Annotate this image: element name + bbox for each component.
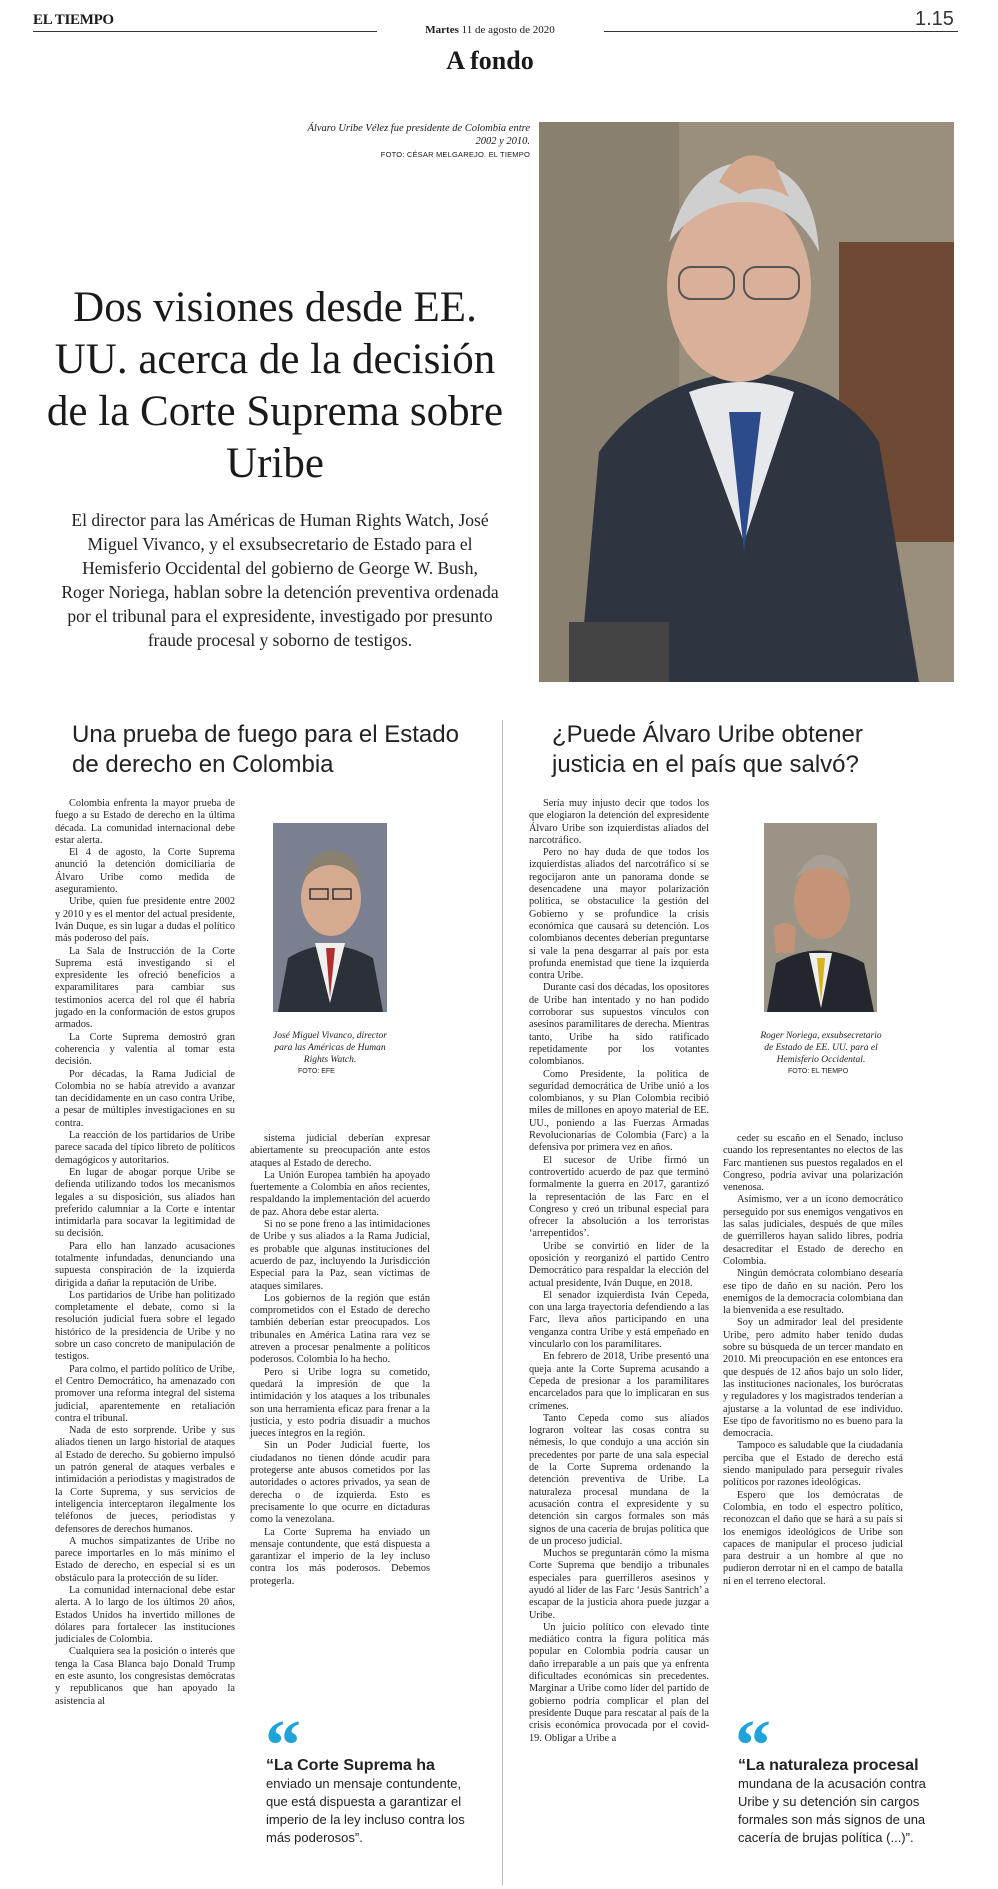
portrait-illustration	[539, 122, 954, 682]
left-pull-quote: “La Corte Suprema ha enviado un mensaje contundente, que está dispuesta a garantizar el imperio de la ley incluso contra los más poderosos”.	[266, 1757, 465, 1845]
masthead-rule-left	[33, 31, 377, 32]
paragraph: ceder su escaño en el Senado, incluso cuando los representantes no electos de las Farc mantienen sus puestos regalados en el Congreso, podría avivar una polarización venenosa.	[723, 1133, 903, 1194]
paragraph: Nada de esto sorprende. Uribe y sus aliados tienen un largo historial de ataques al Estado de derecho. Su gobierno impulsó un patrón general de ataques verbales e intimidación a periodistas y magistrados de la Corte Suprema, y sus servicios de inteligencia interceptaron ilegalmente los teléfonos de jueces, periodistas y defensores de derechos humanos.	[55, 1425, 235, 1535]
paragraph: Colombia enfrenta la mayor prueba de fuego a su Estado de derecho en la última década. La comunidad internacional debe estar alerta.	[55, 798, 235, 846]
main-photo-credit: FOTO: CÉSAR MELGAREJO. EL TIEMPO	[380, 150, 530, 159]
paragraph: La Unión Europea también ha apoyado fuertemente a Colombia en años recientes, respaldando la implementación del acuerdo de paz. Ahora debe estar alerta.	[250, 1169, 430, 1218]
paragraph: La comunidad internacional debe estar alerta. A lo largo de los últimos 20 años, Estados Unidos ha invertido millones de dólares para fortalecer las instituciones judiciales de Colombia.	[55, 1585, 235, 1646]
paragraph: Durante casi dos décadas, los opositores de Uribe han intentado y no han podido corroborar sus supuestos vínculos con asesinos paramilitares de derecha. Mientras tanto, Uribe ha sido ratificado repetidamente por los votantes colombianos.	[529, 982, 709, 1068]
noriega-caption: Roger Noriega, exsubsecretario de Estado de EE. UU. para el Hemisferio Occidental. FOTO: EL TIEMPO	[760, 1030, 882, 1078]
main-photo-caption: Álvaro Uribe Vélez fue presidente de Colombia entre 2002 y 2010. FOTO: CÉSAR MELGAREJO. EL TIEMPO	[300, 122, 530, 161]
paragraph: Muchos se preguntarán cómo la misma Corte Suprema que bendijo a tribunales especiales para guerrilleros asesinos y ayudó al líder de las Farc ‘Jesús Santrich’ a escapar de la justicia ahora puede juzgar a Uribe.	[529, 1548, 709, 1621]
paragraph: El senador izquierdista Iván Cepeda, con una larga trayectoria defendiendo a las Farc, lleva años participando en una venganza contra Uribe y está empeñado en vincularlo con los paramilitares.	[529, 1289, 709, 1351]
section-title: A fondo	[446, 46, 534, 75]
main-photo	[539, 122, 954, 682]
paragraph: Para ello han lanzado acusaciones totalmente infundadas, denunciando una supuesta conspiración de la izquierda dirigida a dañar la reputación de Uribe.	[55, 1240, 235, 1289]
paragraph: Ningún demócrata colombiano desearía ese tipo de daño en su nación. Pero los enemigos de la democracia colombiana dan la bienvenida a ese resultado.	[723, 1268, 903, 1317]
noriega-photo	[764, 823, 877, 1012]
lede: El director para las Américas de Human Rights Watch, José Miguel Vivanco, y el exsubsecretario de Estado para el Hemisferio Occidental del gobierno de George W. Bush, Roger Noriega, hablan sobre la detención preventiva ordenada por el tribunal para el expresidente, investigado por presunto fraude procesal y soborno de testigos.	[61, 510, 499, 650]
paragraph: Asímismo, ver a un ícono democrático perseguido por sus enemigos vengativos en las salas judiciales, después de que miles de guerrilleros hayan salido libres, podría desacreditar el Estado de derecho en Colombia.	[723, 1194, 903, 1267]
noriega-photo-credit: FOTO: EL TIEMPO	[788, 1068, 849, 1075]
left-article-col2	[250, 1133, 430, 1588]
paragraph: El sucesor de Uribe firmó un controvertido acuerdo de paz que terminó formalmente la guerra en 2017, garantizó la representación de las Farc en el Congreso y creó un tribunal especial para ofrecer la absolución a los terroristas ‘arrepentidos’.	[529, 1154, 709, 1240]
paragraph: Los partidarios de Uribe han politizado completamente el debate, como si la resolución judicial fuera sobre el legado histórico de la presidencia de Uribe y no sobre un caso concreto de manipulación de testigos.	[55, 1289, 235, 1363]
right-pull-quote: “La naturaleza procesal mundana de la acusación contra Uribe y su detención sin cargos formales son más signos de una cacería de brujas política (...)”.	[738, 1757, 926, 1845]
paragraph: En febrero de 2018, Uribe presentó una queja ante la Corte Suprema acusando a Cepeda de presionar a los paramilitares encarcelados para que lo implicaran en sus crímenes.	[529, 1351, 709, 1412]
paragraph: Como Presidente, la política de seguridad democrática de Uribe unió a los colombianos, y su Plan Colombia recibió miles de millones en apoyo material de EE. UU., poniendo a las Fuerzas Armadas Revolucionarias de Colombia (Farc) a la defensiva por primera vez en años.	[529, 1068, 709, 1154]
vivanco-caption: José Miguel Vivanco, director para las Américas de Human Rights Watch. FOTO: EFE	[270, 1030, 390, 1078]
paragraph: Uribe, quien fue presidente entre 2002 y 2010 y es el mentor del actual presidente, Iván Duque, es sin lugar a dudas el político más poderoso del país.	[55, 896, 235, 945]
paragraph: La Corte Suprema ha enviado un mensaje contundente, que está dispuesta a garantizar el imperio de la ley incluso contra los más poderosos. Debemos protegerla.	[250, 1526, 430, 1587]
paragraph: Cualquiera sea la posición o interés que tenga la Casa Blanca bajo Donald Trump en este asunto, los congresistas demócratas y republicanos que han apoyado la asistencia al	[55, 1646, 235, 1707]
paragraph: Para colmo, el partido político de Uribe, el Centro Democrático, ha amenazado con promover una reforma integral del sistema judicial, aparentemente en retaliación contra el tribunal.	[55, 1363, 235, 1424]
paragraph: El 4 de agosto, la Corte Suprema anunció la detención domiciliaria de Álvaro Uribe como medida de aseguramiento.	[55, 847, 235, 896]
paragraph: Los gobiernos de la región que están comprometidos con el Estado de derecho también deberían estar preocupados. Los tribunales en América Latina rara vez se atreven a procesar penalmente a políticos poderosos. Colombia lo ha hecho.	[250, 1292, 430, 1366]
paragraph: En lugar de abogar porque Uribe se defienda utilizando todos los mecanismos legales a su disposición, sus aliados han preferido calumniar a la Corte e intentar intimidarla para socavar la legitimidad de su decisión.	[55, 1166, 235, 1240]
paragraph: sistema judicial deberían expresar abiertamente su preocupación ante estos ataques al Estado de derecho.	[250, 1133, 430, 1169]
paragraph: Si no se pone freno a las intimidaciones de Uribe y sus aliados a la Rama Judicial, es probable que algunas instituciones del acuerdo de paz, incluyendo la Jurisdicción Especial para la Paz, sean víctimas de ataques similares.	[250, 1219, 430, 1292]
paragraph: Sin un Poder Judicial fuerte, los ciudadanos no tienen dónde acudir para protegerse ante abusos cometidos por las autoridades o actores privados, ya sean de derecha o de izquierda. Esto es precisamente lo que ocurre en dictaduras como la venezolana.	[250, 1440, 430, 1526]
left-article-col1	[55, 798, 235, 1708]
quote-open-icon: “	[735, 1705, 771, 1785]
paragraph: Un juicio político con elevado tinte mediático contra la figura política más popular en Colombia podría causar un daño irreparable a un país que ya enfrenta dificultades económicas sin precedentes. Marginar a Uribe como líder del partido de gobierno podría complicar el plan del presidente Duque para rescatar al país de la crisis económica provocada por el covid-19. Obligar a Uribe a	[529, 1621, 709, 1744]
right-article-col1	[529, 798, 709, 1745]
paragraph: Espero que los demócratas de Colombia, en todo el espectro político, reconozcan el daño que se hará a su país si los enemigos ideológicos de Uribe son capaces de manipular el proceso judicial para destruir a un hombre al que no pudieron derrotar ni en el campo de batalla ni en el terreno electoral.	[723, 1489, 903, 1587]
paragraph: La reacción de los partidarios de Uribe parece sacada del típico libreto de políticos demagógicos y autoritarios.	[55, 1130, 235, 1166]
paragraph: Uribe se convirtió en líder de la oposición y reorganizó el partido Centro Democrático para respaldar la elección del actual presidente, Iván Duque, en 2018.	[529, 1240, 709, 1289]
masthead-rule-right	[604, 31, 958, 32]
paragraph: Soy un admirador leal del presidente Uribe, pero admito haber tenido dudas sobre su búsqueda de un tercer mandato en 2010. Mi preocupación en ese entonces era que después de 12 años bajo un solo líder, las instituciones nacionales, los burócratas y reguladores y los magistrados tenderían a ajustarse a la voluntad de ese individuo. Ese tipo de favoritismo no es bueno para la democracia.	[723, 1317, 903, 1440]
column-divider	[502, 720, 503, 1885]
paragraph: La Corte Suprema demostró gran coherencia y valentía al tomar esta decisión.	[55, 1031, 235, 1068]
right-article-title: ¿Puede Álvaro Uribe obtener justicia en el país que salvó?	[552, 721, 863, 778]
vivanco-photo-credit: FOTO: EFE	[298, 1068, 335, 1075]
newspaper-name: EL TIEMPO	[33, 12, 114, 28]
paragraph: Tanto Cepeda como sus aliados lograron voltear las cosas contra su némesis, lo que condujo a una acción sin precedentes por parte de una sala especial de la Corte Suprema ordenando la detención preventiva de Uribe. La naturaleza procesal mundana de la acusación contra el expresidente y su detención sin cargos formales son más signos de una cacería de brujas política que de un proceso judicial.	[529, 1412, 709, 1547]
right-article-col2	[723, 1133, 903, 1588]
publication-date: Martes 11 de agosto de 2020	[425, 24, 555, 36]
paragraph: Pero si Uribe logra su cometido, quedará la impresión de que la intimidación y los ataques a los tribunales son una herramienta eficaz para frenar a la justicia, y esto podría disuadir a muchos jueces íntegros en la región.	[250, 1366, 430, 1440]
paragraph: A muchos simpatizantes de Uribe no parece importarles en lo más mínimo el Estado de derecho, en especial si es un obstáculo para la protección de su líder.	[55, 1535, 235, 1584]
left-article-title: Una prueba de fuego para el Estado de derecho en Colombia	[72, 721, 459, 778]
paragraph: Tampoco es saludable que la ciudadanía perciba que el Estado de derecho está siendo manipulado para perseguir rivales políticos por razones ideológicas.	[723, 1440, 903, 1489]
paragraph: La Sala de Instrucción de la Corte Suprema está investigando si el expresidente les ofreció beneficios a exparamilitares para cambiar sus testimonios acerca del rol que él habría jugado en la conformación de estos grupos armados.	[55, 945, 235, 1031]
paragraph: Sería muy injusto decir que todos los que elogiaron la detención del expresidente Álvaro Uribe son izquierdistas aliados del narcotráfico.	[529, 798, 709, 846]
headline: Dos visiones desde EE. UU. acerca de la decisión de la Corte Suprema sobre Uribe	[46, 284, 504, 487]
page-number: 1.15	[915, 8, 954, 30]
paragraph: Por décadas, la Rama Judicial de Colombia no se había atrevido a avanzar tan decididamente en un caso contra Uribe, a pesar de múltiples investigaciones en su contra.	[55, 1068, 235, 1129]
vivanco-photo	[273, 823, 387, 1012]
quote-open-icon: “	[265, 1705, 301, 1785]
paragraph: Pero no hay duda de que todos los izquierdistas aliados del narcotráfico sí se regocijaron ante un panorama donde se desencadene una mayor polarización política, se obstaculice la gestión del Gobierno y se profundice la crisis económica que causará su detención. Los colombianos decentes deberían preguntarse si vale la pena desgarrar al país por esta profunda enemistad que tiene la izquierda contra Uribe.	[529, 847, 709, 982]
